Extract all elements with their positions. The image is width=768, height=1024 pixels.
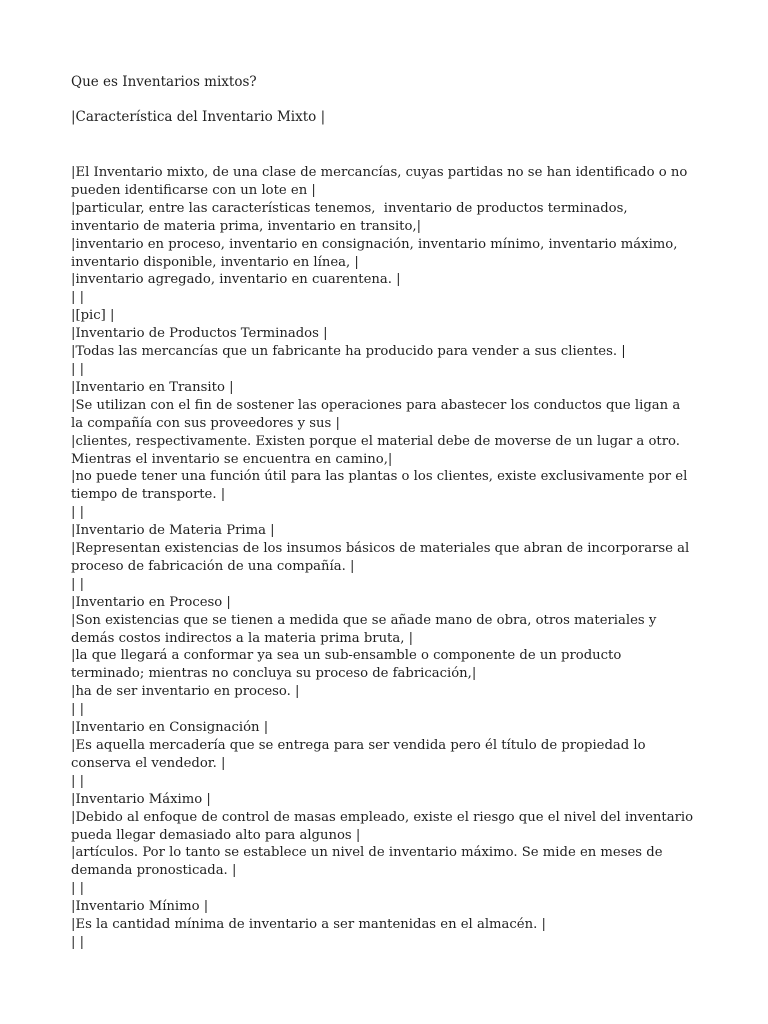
body-line: |clientes, respectivamente. Existen porque el material debe de moverse de un lugar a otro. Mientras el inventario se encuentra en camino,| [71,433,685,467]
body-line: | | [71,576,85,592]
body-line: | | [71,702,85,718]
body-line: |no puede tener una función útil para las plantas o los clientes, existe exclusivamente por el tiempo de transporte. | [71,469,692,503]
body-line: | | [71,505,85,521]
body-line: | | [71,934,85,950]
document-subtitle: |Característica del Inventario Mixto | [71,109,326,125]
body-line: |[pic] | [71,308,115,324]
body-line: |inventario agregado, inventario en cuarentena. | [71,272,401,288]
body-line: |Se utilizan con el fin de sostener las operaciones para abastecer los conductos que ligan a la compañía con sus proveedores y sus | [71,397,685,431]
body-line: | | [71,881,85,897]
body-line: |artículos. Por lo tanto se establece un nivel de inventario máximo. Se mide en meses de demanda pronosticada. | [71,845,667,879]
body-line: |inventario en proceso, inventario en consignación, inventario mínimo, inventario máximo, inventario disponible, inventario en línea, | [71,236,682,270]
body-line: |Inventario en Transito | [71,379,234,395]
body-line: |Inventario en Consignación | [71,720,269,736]
document-body [71,164,696,952]
body-line: |la que llegará a conformar ya sea un sub-ensamble o componente de un producto terminado; mientras no concluya su proceso de fabricación,| [71,648,626,682]
body-line: |Debido al enfoque de control de masas empleado, existe el riesgo que el nivel del inventario pueda llegar demasiado alto para algunos | [71,809,698,843]
body-line: |Todas las mercancías que un fabricante ha producido para vender a sus clientes. | [71,344,626,360]
body-line: |particular, entre las características tenemos, inventario de productos terminados, inventario de materia prima, inventario en transito,| [71,200,632,234]
body-line: |Inventario Máximo | [71,791,211,807]
body-line: |Inventario Mínimo | [71,899,209,915]
body-line: |Inventario en Proceso | [71,594,231,610]
body-line: |Inventario de Materia Prima | [71,523,275,539]
body-line: |Representan existencias de los insumos básicos de materiales que abran de incorporarse al proceso de fabricación de una compañía. | [71,541,694,574]
document-title: Que es Inventarios mixtos? [71,74,257,90]
body-line: |Son existencias que se tienen a medida que se añade mano de obra, otros materiales y demás costos indirectos a la materia prima bruta, | [71,612,661,646]
body-line: |ha de ser inventario en proceso. | [71,684,300,700]
body-line: |El Inventario mixto, de una clase de mercancías, cuyas partidas no se han identificado o no pueden identificarse con un lote en | [71,165,692,198]
body-line: | | [71,361,85,377]
body-line: | | [71,290,85,306]
body-line: | | [71,773,85,789]
body-line: |Inventario de Productos Terminados | [71,326,328,342]
body-line: |Es aquella mercadería que se entrega para ser vendida pero él título de propiedad lo conserva el vendedor. | [71,738,650,771]
body-line: |Es la cantidad mínima de inventario a ser mantenidas en el almacén. | [71,917,546,933]
